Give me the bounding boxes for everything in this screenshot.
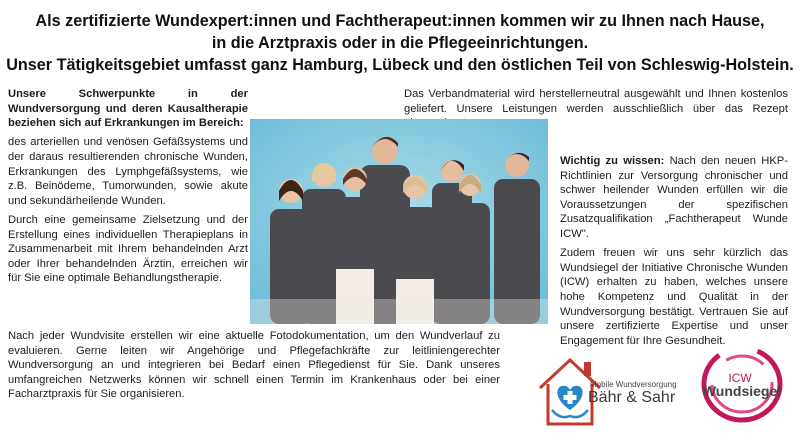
- left-column: [8, 87, 248, 291]
- icw-seal-icon: [690, 340, 795, 428]
- headline-line-2: in die Arztpraxis oder in die Pflegeeinrichtungen.: [211, 34, 589, 52]
- right-column: [560, 154, 788, 353]
- headline-line-3: Unser Tätigkeitsgebiet umfasst ganz Hamburg, Lübeck und den östlichen Teil von Schleswig-Holstein.: [6, 56, 794, 74]
- icw-wundsiegel-logo: [690, 340, 795, 428]
- logo-big-text: Bähr & Sahr: [588, 389, 676, 406]
- icw-top-text: ICW: [728, 371, 752, 385]
- important-label: Wichtig zu wissen:: [560, 155, 665, 167]
- important-text: Nach den neuen HKP-Richtlinien zur Versorgung chronischer und schwer heilender Wunden erfüllen wir die Voraussetzungen der spezifischen Zusatzqualifikation „Fachtherapeut Wunde ICW".: [560, 155, 788, 240]
- logo-small-text: Mobile Wundversorgung: [590, 380, 677, 389]
- team-photo: [250, 119, 548, 324]
- headline: [0, 10, 800, 76]
- paragraph-seal: Zudem freuen wir uns sehr kürzlich das Wundsiegel der Initiative Chronische Wunden (ICW) erhalten zu haben, welches unsere hohe Kompetenz und Qualität in der Wundversorgung bestätigt. Vertrauen Sie auf unsere zertifizierte Expertise und unser Engagement für Ihre Gesundheit.: [560, 247, 788, 347]
- paragraph-conditions: des arteriellen und venösen Gefäßsystems und der daraus resultierenden chronische Wunden, Erkrankungen des Lymphgefäßsystems, wie z.B. Beinödeme, Tumorwunden, sowie akute und sekundärheilende Wunden.: [8, 136, 248, 207]
- paragraph-materials: Das Verbandmaterial wird herstellerneutral ausgewählt und Ihnen kostenlos geliefert. Unsere Leistungen werden ausschließlich über das Rezept: [404, 88, 788, 115]
- team-photo-illustration: [250, 119, 548, 324]
- paragraph-therapy-plan: Durch eine gemeinsame Zielsetzung und der Erstellung eines individuellen Therapieplans in Zusammenarbeit mit Ihrem behandelnden Arzt oder Ihrer behandelnden Ärztin, erreichen wir für Sie eine optimale Behandlungstherapie.: [8, 213, 248, 285]
- paragraph-important: [560, 154, 788, 242]
- intro-bold: Unsere Schwerpunkte in der Wundversorgung und deren Kausaltherapie beziehen sich auf Erkrankungen im Bereich:: [8, 88, 248, 130]
- headline-line-1: Als zertifizierte Wundexpert:innen und Fachtherapeut:innen kommen wir zu Ihnen nach Hause,: [35, 12, 765, 30]
- icw-bottom-text: Wundsiegel: [702, 383, 782, 399]
- paragraph-documentation: Nach jeder Wundvisite erstellen wir eine aktuelle Fotodokumentation, um den Wundverlauf zu evaluieren. Gerne leiten wir Angehörige und Pflegefachkräfte zur leitliniengerechter Wundversorgung an und integrieren bei Bedarf einen Pflegedienst für Sie. Dank unseres umfangreichen Netzwerks können wir schnell einen Termin im Krankenhaus oder bei einer Facharztpraxis für Sie organisieren.: [8, 330, 500, 401]
